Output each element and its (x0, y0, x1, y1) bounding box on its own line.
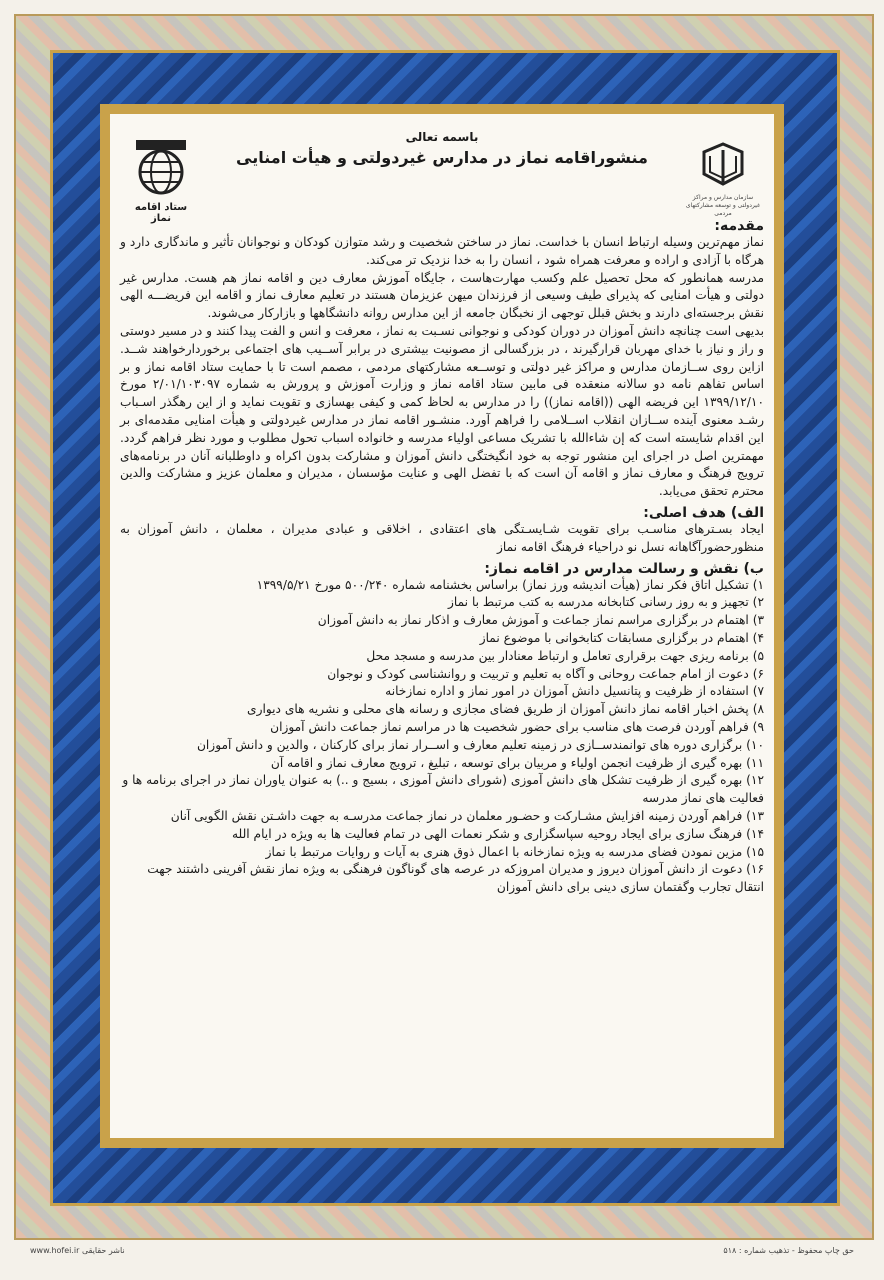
goal-heading: الف) هدف اصلی: (643, 504, 764, 521)
list-item: ۱۴) فرهنگ سازی برای ایجاد روحیه سپاسگزاری و شکر نعمات الهی در تمام فعالیت ها به ویژه در ایام الله (232, 826, 764, 841)
organization-logo (684, 138, 762, 217)
prayer-headquarters-logo (126, 138, 196, 224)
intro-paragraph-3: بدیهی است چنانچه دانش آموزان در دوران کودکی و نوجوانی نسـبت به نماز ، معرفت و انس و الفت پیدا کنند و در مسیر دوستی و راز و نیاز با خدای مهربان قرارگیرند ، در بزرگسالی از مصونیت بیشتری در برابر آســیب های اجتماعی برخوردارخواهند شــد. ازاین روی ســازمان مدارس و مراکز غیر دولتی و توســعه مشارکتهای مردمی ، مصمم است تا با حمایت ستاد اقامه نماز و بر اساس تفاهم نامه دو سالانه منعقده فی مابین ستاد اقامه نماز و وزارت آموزش و پرورش به شماره ۲/۰۱/۱۰۳۰۹۷ مورخ ۱۳۹۹/۱۲/۱۰ این فریضه الهی ((اقامه نماز)) را در مدارس به لحاظ کمی و کیفی بهسازی و تقویت نماید و از این رهگذر اسـباب رشـد معنوی آینده ســازان انقلاب اســلامی را فراهم آورد. منشـور اقامه نماز در مدارس غیردولتی و هیأت امنایی مقدمه‌ای بر این اقدام شایسته است که إن شاءالله با تشریک مساعی اولیاء مدرسه و خانواده اسباب تحول مطلوب و مورد نظر فراهم گردد. مهمترین اصل در اجرای این منشور توجه به خود انگیختگی دانش آموزان و مشارکت بدون اکراه و داوطلبانه آنان در برنامه‌های ترویج فرهنگ و معارف نماز و اقامه آن است که با تفضل الهی و عنایت مؤسسان ، مدیران و معلمان عزیز و مشارکت والدین محترم تحقق می‌یابد. (120, 323, 764, 499)
list-item: ۵) برنامه ریزی جهت برقراری تعامل و ارتباط معنادار بین مدرسه و مسجد محل (366, 648, 764, 663)
book-emblem-icon (684, 138, 762, 190)
list-item: ۷) استفاده از ظرفیت و پتانسیل دانش آموزان در امور نماز و اداره نمازخانه (385, 684, 764, 699)
list-item: ۱۶) دعوت از دانش آموزان دیروز و مدیران امروزکه در عرصه های گوناگون فرهنگی به ویژه نماز نقش آفرینی داشتند جهت انتقال تجارب وگفتمان سازی دینی برای دانش آموزان (147, 862, 764, 895)
list-item: ۳) اهتمام در برگزاری مراسم نماز جماعت و آموزش معارف و اذکار نماز به دانش آموزان (317, 613, 764, 628)
prayer-headquarters-caption: ستاد اقامه نماز (134, 202, 188, 224)
document-body (110, 114, 774, 1138)
list-item: ۹) فراهم آوردن فرصت های مناسب برای حضور شخصیت ها در مراسم نماز جماعت دانش آموزان (270, 719, 764, 734)
goal-section (120, 505, 764, 557)
list-item: ۸) پخش اخبار اقامه نماز دانش آموزان از طریق فضای مجازی و رسانه های محلی و نشریه های دیواری (247, 702, 764, 717)
list-item: ۱۳) فراهم آوردن زمینه افزایش مشـارکت و حضـور معلمان در نماز جماعت مدرسـه به جهت داشـتن نقش الگویی آنان (170, 808, 764, 823)
roles-section (120, 561, 764, 897)
intro-paragraph-1: نماز مهم‌ترین وسیله ارتباط انسان با خداست. نماز در ساختن شخصیت و رشد متوازن کودکان و نوجوانان تأثیر و ماندگاری دارد و هرگاه با آزادی و اراده و معرفت همراه شود ، انسان را به خدا نزدیک تر می‌کند. (120, 235, 764, 267)
intro-paragraph-2: مدرسه همانطور که محل تحصیل علم وکسب مهارت‌هاست ، جایگاه آموزش معارف دین و اقامه نماز هم هست. مدارس غیر دولتی و هیأت امنایی که پذیرای طیف وسیعی از فرزندان میهن عزیزمان هستند در تعلیم معارف نماز و اقامه این فریضـــه الهی نقش برجسته‌ای دارند و بخش قبلل توجهی از نخبگان جامعه از این مدارس روانه دانشگاهها و بازارکار می‌شوند. (120, 270, 764, 321)
document-header (120, 130, 764, 224)
list-item: ۱۵) مزین نمودن فضای مدرسه به ویژه نمازخانه با اعمال ذوق هنری به آیات و روایات مرتبط با نماز (265, 844, 764, 859)
list-item: ۱۰) برگزاری دوره های توانمندســازی در زمینه تعلیم معارف و اســرار نماز برای کارکنان ، والدین و دانش آموزان (196, 737, 764, 752)
roles-heading: ب) نقش و رسالت مدارس در اقامه نماز: (484, 560, 764, 577)
invocation: باسمه تعالی (405, 130, 479, 144)
list-item: ۱۱) بهره گیری از ظرفیت انجمن اولیاء و مربیان برای توسعه ، تبلیغ ، ترویج معارف نماز و اقامه آن (270, 755, 764, 770)
organization-logo-caption: سازمان مدارس و مراکز غیردولتی و توسعه مشارکتهای مردمی (685, 194, 761, 217)
intro-heading: مقدمه: (714, 218, 764, 234)
page-footer (30, 1246, 854, 1266)
list-item: ۶) دعوت از امام جماعت روحانی و آگاه به تعلیم و تربیت و روانشناسی کودک و نوجوان (327, 666, 764, 681)
goal-text: ایجاد بسـترهای مناسـب برای تقویت شـایسـتگی های اعتقادی ، اخلاقی و عبادی مدیران ، معلمان ، دانش آموزان به منظورحضورآگاهانه نسل نو دراحیاء فرهنگ اقامه نماز (120, 521, 764, 554)
globe-emblem-icon (126, 138, 196, 196)
list-item: ۱) تشکیل اتاق فکر نماز (هیأت اندیشه ورز نماز) براساس بخشنامه شماره ۵۰۰/۲۴۰ مورخ ۱۳۹۹/۵/۲۱ (256, 577, 764, 592)
list-item: ۱۲) بهره گیری از ظرفیت تشکل های دانش آموزی (شورای دانش آموزی ، بسیج و ..) به عنوان یاوران نماز در اجرای برنامه ها و فعالیت های نماز مدرسه (122, 773, 764, 806)
roles-list (120, 577, 764, 897)
list-item: ۴) اهتمام در برگزاری مسابقات کتابخوانی با موضوع نماز (479, 630, 764, 645)
document-title: منشوراقامه نماز در مدارس غیردولتی و هیأت امنایی (236, 148, 648, 167)
list-item: ۲) تجهیز و به روز رسانی کتابخانه مدرسه به کتب مرتبط با نماز (448, 595, 764, 610)
copyright-note: حق چاپ محفوظ - تذهیب شماره : ۵۱۸ (723, 1246, 854, 1255)
publisher-credit: www.hofei.ir ناشر حقایقی (30, 1246, 125, 1255)
